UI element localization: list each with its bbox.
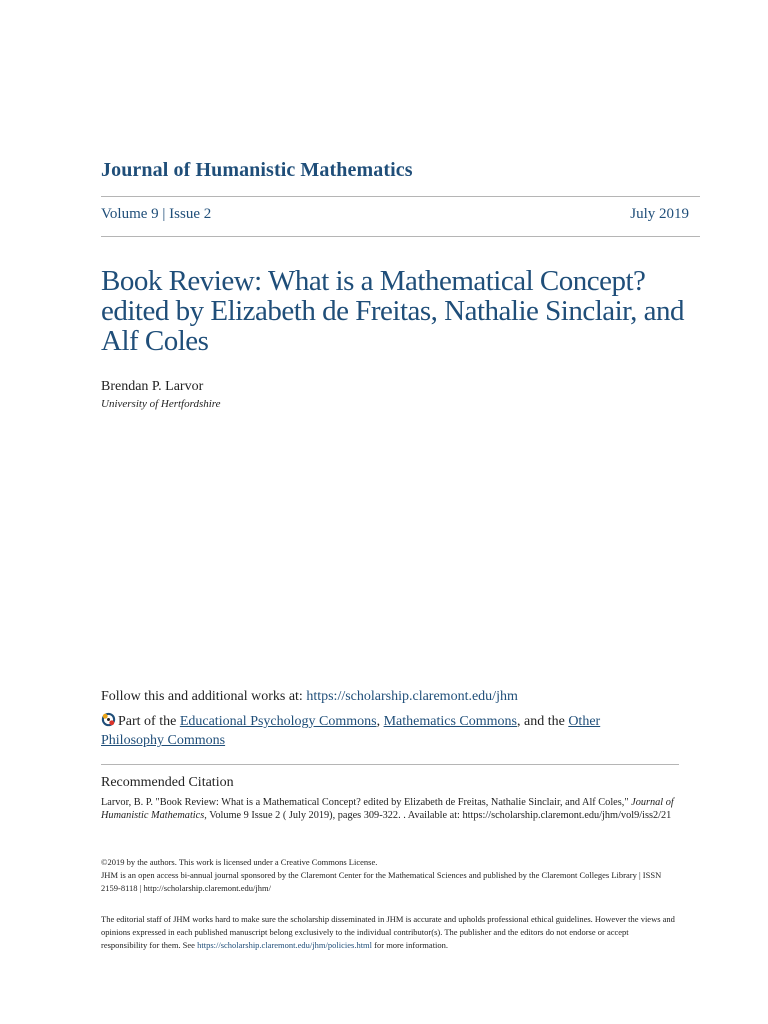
editorial-text: The editorial staff of JHM works hard to make sure the scholarship disseminated in JHM is accurate and upholds professional ethical guidelines. However the views and opinions expressed in each published manuscript belong exclusively to the individual contributor(s). The publisher and the editors do not endorse or accept responsibility for them. See <box>101 914 675 950</box>
volume-link[interactable]: Volume 9 <box>101 206 159 222</box>
editorial-suffix: for more information. <box>372 940 449 950</box>
part-of-line <box>101 712 661 750</box>
follow-line <box>101 689 518 705</box>
issue-date[interactable]: July 2019 <box>630 206 689 222</box>
citation-journal: Journal of Humanistic Mathematics <box>101 797 674 821</box>
repository-link[interactable]: https://scholarship.claremont.edu/jhm <box>306 689 518 704</box>
editorial-statement <box>101 913 676 952</box>
author-name: Brendan P. Larvor <box>101 379 204 394</box>
citation-before: Larvor, B. P. "Book Review: What is a Mathematical Concept? edited by Elizabeth de Freitas, Nathalie Sinclair, and Alf Coles," <box>101 797 632 808</box>
journal-info-line: JHM is an open access bi-annual journal sponsored by the Claremont Center for the Mathematical Sciences and published by the Claremont Colleges Library | ISSN 2159-8118 | http://scholarship.claremont.edu/jhm/ <box>101 870 662 893</box>
educational-psychology-commons-link[interactable]: Educational Psychology Commons <box>179 714 377 729</box>
article-title[interactable]: Book Review: What is a Mathematical Concept? edited by Elizabeth de Freitas, Nathalie Sinclair, and Alf Coles <box>101 265 685 357</box>
issue-divider <box>101 236 700 237</box>
part-of-sep2: , and the <box>516 714 569 729</box>
citation-after: , Volume 9 Issue 2 ( July 2019), pages 309-322. . Available at: https://scholarship.claremont.edu/jhm/vol9/iss2/21 <box>204 810 672 821</box>
top-divider <box>101 196 700 197</box>
license-line: ©2019 by the authors. This work is licensed under a Creative Commons License. <box>101 857 378 867</box>
license-block <box>101 856 676 895</box>
part-of-sep1: , <box>376 714 384 729</box>
commons-network-icon <box>101 712 116 727</box>
citation-text <box>101 796 676 822</box>
volume-separator: | <box>158 206 170 222</box>
follow-prefix: Follow this and additional works at: <box>101 689 307 704</box>
journal-title[interactable]: Journal of Humanistic Mathematics <box>101 159 413 181</box>
policies-link[interactable]: https://scholarship.claremont.edu/jhm/policies.html <box>197 940 373 950</box>
mathematics-commons-link[interactable]: Mathematics Commons <box>383 714 517 729</box>
other-philosophy-commons-link[interactable]: Other Philosophy Commons <box>101 714 601 748</box>
author-affiliation: University of Hertfordshire <box>101 398 221 410</box>
citation-divider <box>101 764 679 765</box>
issue-link[interactable]: Issue 2 <box>169 206 212 222</box>
recommended-citation-heading: Recommended Citation <box>101 775 234 790</box>
volume-issue <box>101 206 211 223</box>
part-of-prefix: Part of the <box>118 714 180 729</box>
